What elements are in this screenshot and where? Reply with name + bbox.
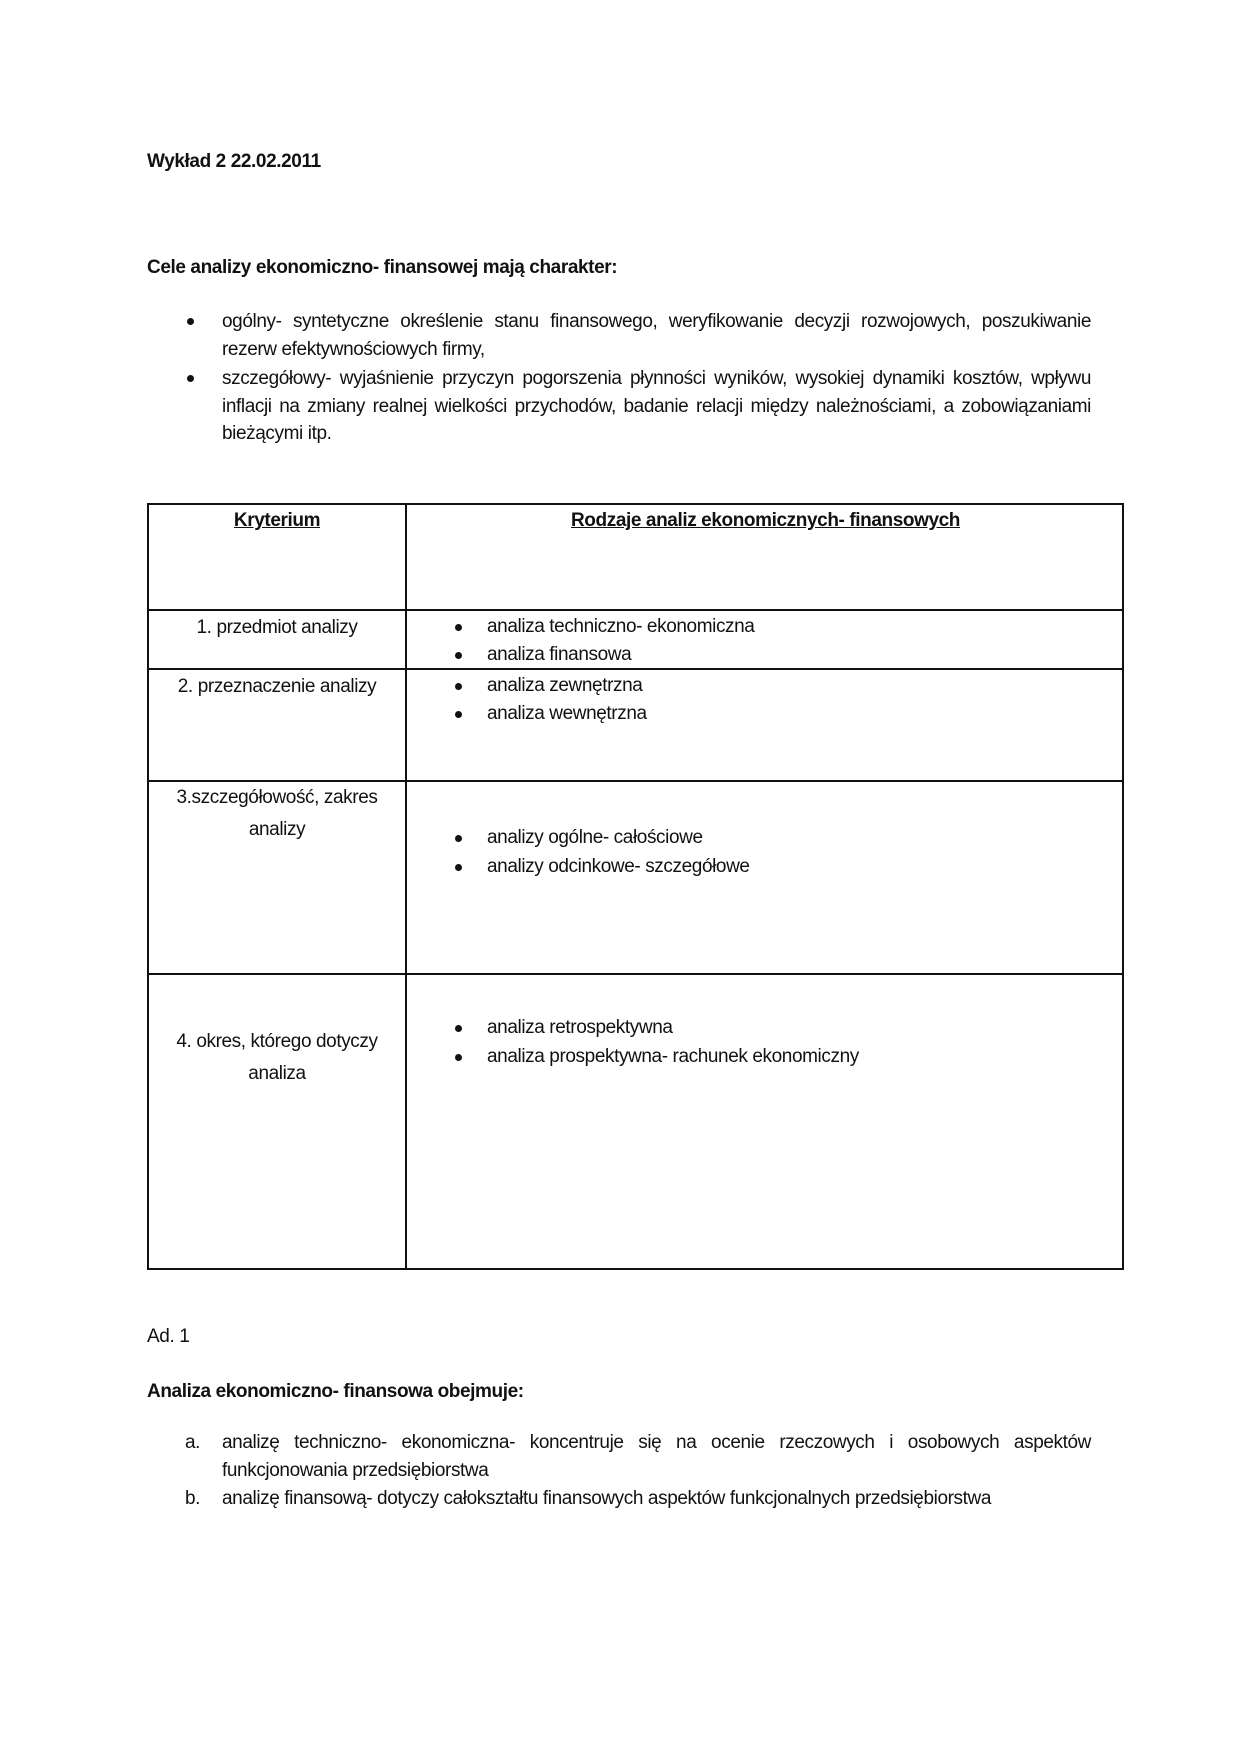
- bullet-icon: [455, 1054, 462, 1061]
- row-item: analiza zewnętrzna: [487, 675, 643, 696]
- row-criterion: 1. przedmiot analizy: [196, 617, 358, 638]
- row-item: analiza retrospektywna: [487, 1017, 673, 1038]
- analysis-types-table: [147, 503, 1124, 1270]
- row-divider: [149, 973, 1122, 975]
- row-item: analiza wewnętrzna: [487, 703, 647, 724]
- header-types: Rodzaje analiz ekonomicznych- finansowych: [570, 510, 961, 531]
- row-criterion: 4. okres, którego dotyczy analiza: [176, 1031, 378, 1084]
- list-letter: b.: [185, 1488, 201, 1509]
- row-divider: [149, 609, 1122, 611]
- ad1-item: analizę finansową- dotyczy całokształtu finansowych aspektów funkcjonalnych przedsiębiorstwa: [222, 1488, 992, 1509]
- bullet-icon: [455, 683, 462, 690]
- ad1-heading: Analiza ekonomiczno- finansowa obejmuje:: [147, 1381, 524, 1402]
- goal-item: szczegółowy- wyjaśnienie przyczyn pogorszenia płynności wyników, wysokiej dynamiki kosztów, wpływu inflacji na zmiany realnej wielkości przychodów, badanie relacji między należnościami, a zobowiązaniami bieżącymi itp.: [222, 368, 1091, 444]
- bullet-icon: [187, 375, 194, 382]
- bullet-icon: [455, 624, 462, 631]
- header-criterion: Kryterium: [233, 510, 321, 531]
- bullet-icon: [455, 835, 462, 842]
- lecture-title: Wykład 2 22.02.2011: [147, 151, 321, 172]
- bullet-icon: [187, 318, 194, 325]
- ad1-label: Ad. 1: [147, 1326, 190, 1347]
- row-item: analizy odcinkowe- szczegółowe: [487, 856, 750, 877]
- bullet-icon: [455, 864, 462, 871]
- goal-item: ogólny- syntetyczne określenie stanu finansowego, weryfikowanie decyzji rozwojowych, poszukiwanie rezerw efektywnościowych firmy,: [222, 311, 1091, 360]
- row-item: analizy ogólne- całościowe: [487, 827, 703, 848]
- bullet-icon: [455, 652, 462, 659]
- row-item: analiza techniczno- ekonomiczna: [487, 616, 755, 637]
- bullet-icon: [455, 711, 462, 718]
- goals-heading: Cele analizy ekonomiczno- finansowej mają charakter:: [147, 257, 618, 278]
- row-item: analiza prospektywna- rachunek ekonomiczny: [487, 1046, 859, 1067]
- list-letter: a.: [185, 1432, 201, 1453]
- row-divider: [149, 668, 1122, 670]
- row-item: analiza finansowa: [487, 644, 632, 665]
- row-criterion: 3.szczegółowość, zakres analizy: [176, 787, 378, 840]
- ad1-item: analizę techniczno- ekonomiczna- koncentruje się na ocenie rzeczowych i osobowych aspektów funkcjonowania przedsiębiorstwa: [222, 1432, 1091, 1481]
- row-criterion: 2. przeznaczenie analizy: [177, 676, 377, 697]
- bullet-icon: [455, 1025, 462, 1032]
- column-divider: [405, 505, 407, 1268]
